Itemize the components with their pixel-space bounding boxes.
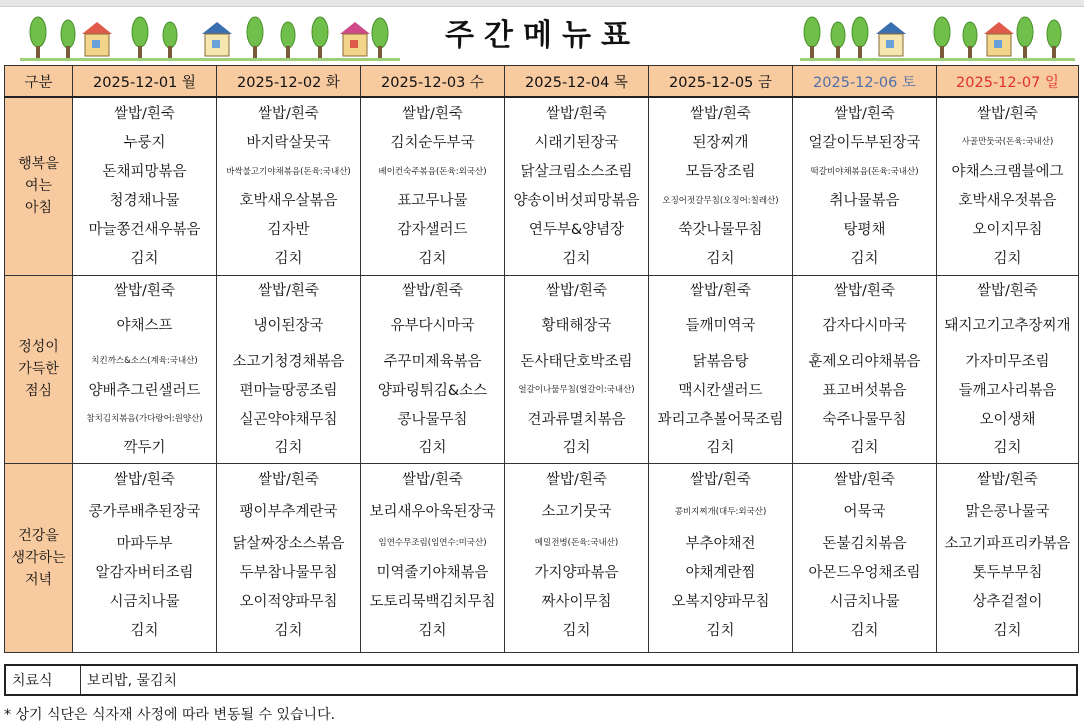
menu-item: 부추야채전 (685, 535, 756, 552)
menu-item: 쌀밥/흰죽 (977, 472, 1038, 488)
header-row (5, 66, 1079, 98)
day-header: 2025-12-01 월 (73, 66, 217, 98)
menu-item: 오이지무침 (972, 222, 1043, 238)
menu-cell (937, 97, 1079, 275)
menu-cell (937, 463, 1079, 652)
menu-item: 김치 (850, 251, 879, 267)
menu-item: 된장찌개 (692, 134, 749, 151)
menu-item: 톳두부무침 (972, 564, 1043, 581)
day-header: 2025-12-02 화 (217, 66, 361, 98)
menu-item: 양송이버섯피망볶음 (513, 193, 640, 209)
menu-item-list (505, 98, 648, 272)
menu-item-list (505, 276, 648, 461)
menu-item: 모듬장조림 (685, 164, 756, 180)
menu-cell (793, 97, 937, 275)
menu-item-list (937, 464, 1078, 644)
menu-item: 훈제오리야채볶음 (808, 353, 921, 370)
menu-cell (361, 275, 505, 463)
meal-row (5, 463, 1079, 652)
menu-item: 들깨미역국 (685, 318, 756, 334)
menu-item: 주꾸미제육볶음 (383, 353, 482, 370)
menu-item: 양파링튀김&소스 (377, 382, 488, 399)
meal-label (5, 463, 73, 652)
menu-item: 쌀밥/흰죽 (546, 283, 607, 299)
menu-item: 쌀밥/흰죽 (114, 283, 175, 299)
menu-item: 김치 (562, 251, 591, 267)
menu-item-list (649, 276, 792, 461)
menu-item: 김치 (418, 251, 447, 267)
footnote: * 상기 식단은 식자재 사정에 따라 변동될 수 있습니다. (4, 707, 336, 723)
menu-item: 냉이된장국 (253, 318, 324, 334)
menu-item: 쌀밥/흰죽 (258, 105, 319, 122)
menu-item: 김치 (850, 622, 879, 639)
menu-item: 쌀밥/흰죽 (834, 472, 895, 488)
menu-cell (937, 275, 1079, 463)
menu-item: 김치 (274, 440, 303, 456)
menu-item: 시금치나물 (109, 593, 180, 610)
menu-item: 어묵국 (843, 504, 886, 520)
menu-item-list (793, 98, 936, 272)
menu-item-list (73, 276, 216, 461)
menu-item: 표고무나물 (397, 193, 468, 209)
menu-item: 야채스프 (116, 318, 173, 334)
menu-item: 쌀밥/흰죽 (546, 472, 607, 488)
menu-item: 돈채피망볶음 (102, 164, 187, 180)
menu-item: 도토리묵백김치무침 (369, 593, 496, 610)
menu-cell (649, 275, 793, 463)
menu-item: 김치 (418, 440, 447, 456)
menu-item: 꽈리고추볼어묵조림 (657, 411, 784, 428)
menu-item: 쌀밥/흰죽 (690, 472, 751, 488)
menu-item: 김치 (130, 251, 159, 267)
menu-item: 편마늘땅콩조림 (239, 382, 338, 399)
menu-item: 쌀밥/흰죽 (546, 105, 607, 122)
day-header-saturday: 2025-12-06 토 (793, 66, 937, 98)
menu-item: 감자다시마국 (822, 318, 907, 334)
meal-row (5, 97, 1079, 275)
menu-item-list (217, 276, 360, 461)
menu-item: 김치 (706, 251, 735, 267)
menu-cell (505, 275, 649, 463)
weekly-menu-table (4, 65, 1079, 653)
menu-cell (361, 463, 505, 652)
special-diet-label: 치료식 (6, 666, 81, 694)
menu-cell (217, 275, 361, 463)
menu-item-list (73, 98, 216, 272)
menu-cell (73, 275, 217, 463)
meal-label-line: 여는 (24, 178, 53, 195)
menu-item-list (361, 464, 504, 644)
menu-item: 상추겉절이 (972, 593, 1043, 610)
menu-item: 유부다시마국 (390, 318, 475, 334)
menu-item: 김치 (562, 440, 591, 456)
menu-item: 양배추그린샐러드 (88, 382, 201, 399)
menu-item: 쌀밥/흰죽 (402, 283, 463, 299)
menu-item: 알감자버터조림 (95, 564, 194, 581)
menu-item: 떡갈비야채볶음(돈육:국내산) (810, 166, 919, 177)
menu-cell (649, 97, 793, 275)
menu-item: 김치 (706, 622, 735, 639)
menu-item: 미역줄기야채볶음 (376, 564, 489, 581)
menu-item: 김치 (993, 440, 1022, 456)
menu-item: 참치김치볶음(가다랑어:원양산) (86, 414, 203, 424)
special-diet-value: 보리밥, 물김치 (87, 673, 178, 689)
menu-cell (505, 97, 649, 275)
menu-item: 들깨고사리볶음 (958, 382, 1057, 399)
right-village-decoration (680, 12, 1075, 62)
menu-item: 쌀밥/흰죽 (114, 105, 175, 122)
menu-item: 견과류멸치볶음 (527, 411, 626, 428)
menu-item: 닭살짜장소스볶음 (232, 535, 345, 552)
day-header-sunday: 2025-12-07 일 (937, 66, 1079, 98)
page-title: 주간메뉴표 (420, 12, 665, 60)
menu-item: 얼갈이두부된장국 (808, 134, 921, 151)
menu-item-list (937, 276, 1078, 461)
menu-cell (217, 97, 361, 275)
menu-item: 가지양파볶음 (534, 564, 619, 581)
menu-item: 베이컨숙주볶음(돈육:외국산) (378, 166, 487, 177)
menu-item-list (793, 276, 936, 461)
menu-item: 김자반 (267, 222, 310, 238)
menu-item: 쌀밥/흰죽 (258, 472, 319, 488)
menu-item: 팽이부추계란국 (239, 504, 338, 520)
meal-label (5, 97, 73, 275)
menu-item-list (361, 276, 504, 461)
menu-item: 소고기파프리카볶음 (944, 535, 1071, 552)
menu-item: 야채스크램블에그 (951, 164, 1064, 180)
meal-row (5, 275, 1079, 463)
left-village-decoration (20, 12, 400, 62)
menu-item: 쌀밥/흰죽 (690, 283, 751, 299)
menu-item: 사골만둣국(돈육:국내산) (961, 137, 1054, 147)
menu-item: 김치 (418, 622, 447, 639)
menu-item: 마늘쫑건새우볶음 (88, 222, 201, 238)
menu-item: 감자샐러드 (397, 222, 468, 238)
menu-item-list (505, 464, 648, 644)
menu-item: 표고버섯볶음 (822, 382, 907, 399)
meal-label-line: 점심 (24, 383, 53, 399)
menu-item: 쌀밥/흰죽 (114, 472, 175, 488)
menu-item: 얼갈이나물무침(얼갈이:국내산) (518, 385, 635, 395)
menu-item: 오복지양파무침 (671, 593, 770, 610)
menu-cell (361, 97, 505, 275)
menu-item: 김치순두부국 (390, 134, 475, 151)
day-header: 2025-12-03 수 (361, 66, 505, 98)
menu-item: 소고기청경채볶음 (232, 353, 345, 370)
menu-item: 임연수무조림(임연수:미국산) (378, 538, 487, 548)
menu-item: 야채계란찜 (685, 564, 756, 581)
day-header: 2025-12-05 금 (649, 66, 793, 98)
menu-item: 쌀밥/흰죽 (977, 105, 1038, 122)
meal-label-line: 생각하는 (11, 549, 66, 566)
menu-cell (793, 275, 937, 463)
menu-item: 바지락살뭇국 (246, 134, 331, 151)
menu-item: 연두부&양념장 (528, 222, 625, 238)
menu-item: 맥시칸샐러드 (678, 382, 763, 399)
meal-label-line: 건강을 (18, 527, 59, 544)
menu-item: 쌀밥/흰죽 (258, 283, 319, 299)
menu-item: 청경채나물 (109, 193, 180, 209)
menu-item: 쑥갓나물무침 (678, 222, 763, 238)
menu-item: 김치 (562, 622, 591, 639)
meal-label-line: 행복을 (18, 156, 59, 173)
menu-item: 쌀밥/흰죽 (977, 283, 1038, 299)
menu-item: 쌀밥/흰죽 (834, 105, 895, 122)
menu-item: 김치 (993, 251, 1022, 267)
special-diet-row (4, 664, 1078, 696)
meal-label (5, 275, 73, 463)
menu-item-list (217, 98, 360, 272)
menu-item: 바싹불고기야채볶음(돈육:국내산) (226, 166, 351, 177)
menu-item: 아몬드우엉채조림 (808, 564, 921, 581)
menu-item: 쌀밥/흰죽 (402, 472, 463, 488)
menu-item: 김치 (993, 622, 1022, 639)
menu-item: 시래기된장국 (534, 134, 619, 151)
menu-cell (73, 97, 217, 275)
menu-item: 닭살크림소스조림 (520, 164, 633, 180)
menu-item: 호박새우살볶음 (239, 193, 338, 209)
menu-item: 두부참나물무침 (239, 564, 338, 581)
menu-item: 시금치나물 (829, 593, 900, 610)
menu-cell (505, 463, 649, 652)
menu-item: 호박새우젓볶음 (958, 193, 1057, 209)
meal-label-line: 가득한 (18, 361, 59, 377)
corner-header: 구분 (5, 66, 73, 98)
menu-item: 쌀밥/흰죽 (834, 283, 895, 299)
menu-item: 메밀전병(돈육:국내산) (534, 538, 619, 548)
menu-item: 김치 (130, 622, 159, 639)
menu-cell (649, 463, 793, 652)
menu-item: 돈사태단호박조림 (520, 353, 633, 370)
menu-item: 김치 (850, 440, 879, 456)
meal-label-line: 아침 (24, 200, 53, 217)
menu-item-list (73, 464, 216, 644)
menu-cell (793, 463, 937, 652)
menu-item: 돼지고기고추장찌개 (944, 318, 1071, 334)
day-header: 2025-12-04 목 (505, 66, 649, 98)
menu-item: 황태해장국 (541, 318, 612, 334)
header-banner (0, 6, 1084, 62)
menu-item: 치킨까스&소스(계육:국내산) (91, 356, 198, 366)
menu-item: 보리새우아욱된장국 (369, 504, 496, 520)
menu-cell (217, 463, 361, 652)
menu-cell (73, 463, 217, 652)
menu-item: 콩가루배추된장국 (88, 504, 201, 520)
menu-item: 짜사이무침 (541, 593, 612, 610)
menu-item: 콩비지찌개(대두:외국산) (674, 506, 767, 517)
menu-item: 마파두부 (116, 535, 173, 552)
menu-item: 오이적양파무침 (239, 593, 338, 610)
menu-item-list (217, 464, 360, 644)
menu-item: 돈불김치볶음 (822, 535, 907, 552)
menu-item: 탕평채 (843, 222, 886, 238)
menu-item: 오징어젓갈무침(오징어:칠레산) (662, 195, 779, 206)
menu-item: 깍두기 (123, 440, 166, 456)
menu-item: 쌀밥/흰죽 (402, 105, 463, 122)
menu-item-list (649, 98, 792, 272)
menu-item: 김치 (274, 251, 303, 267)
menu-item-list (361, 98, 504, 272)
menu-item: 콩나물무침 (397, 411, 468, 428)
meal-label-line: 저녁 (24, 571, 53, 588)
meal-label-line: 정성이 (18, 339, 59, 355)
menu-item: 소고기뭇국 (541, 504, 612, 520)
menu-item: 오이생채 (979, 411, 1036, 428)
menu-item-list (649, 464, 792, 644)
menu-item: 쌀밥/흰죽 (690, 105, 751, 122)
menu-item: 취나물볶음 (829, 193, 900, 209)
menu-item: 가자미무조림 (965, 353, 1050, 370)
menu-item: 숙주나물무침 (822, 411, 907, 428)
menu-item: 김치 (274, 622, 303, 639)
menu-item-list (793, 464, 936, 644)
menu-item-list (937, 98, 1078, 272)
menu-item: 누룽지 (123, 134, 166, 151)
menu-item: 닭볶음탕 (692, 353, 749, 370)
menu-item: 김치 (706, 440, 735, 456)
menu-item: 실곤약야채무침 (239, 411, 338, 428)
menu-item: 맑은콩나물국 (965, 504, 1050, 520)
